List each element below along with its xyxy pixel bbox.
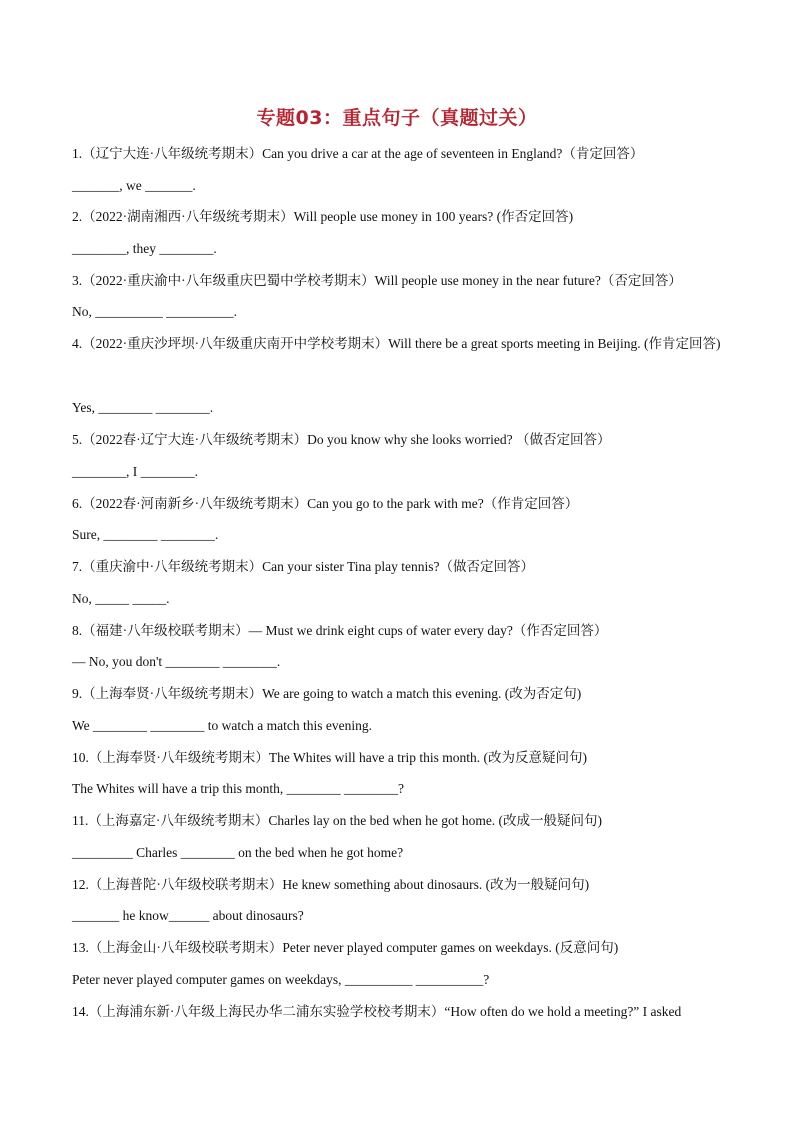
question-14-prompt: 14.（上海浦东新·八年级上海民办华二浦东实验学校校考期末）“How often do we hold a meeting?” I asked	[72, 1004, 682, 1019]
question-4-prompt: 4.（2022·重庆沙坪坝·八年级重庆南开中学校考期末）Will there be a great sports meeting in Beijing. (作肯定回答)	[72, 336, 721, 351]
question-2-answer: ________, they ________.	[72, 241, 217, 256]
question-7-answer: No, _____ _____.	[72, 591, 170, 606]
question-4-answer: Yes, ________ ________.	[72, 400, 214, 415]
question-13-answer: Peter never played computer games on weekdays, __________ __________?	[72, 972, 490, 987]
question-13-prompt: 13.（上海金山·八年级校联考期末）Peter never played computer games on weekdays. (反意问句)	[72, 940, 619, 955]
question-12-prompt: 12.（上海普陀·八年级校联考期末）He knew something about dinosaurs. (改为一般疑问句)	[72, 877, 590, 892]
question-2-prompt: 2.（2022·湖南湘西·八年级统考期末）Will people use money in 100 years? (作否定回答)	[72, 209, 574, 224]
question-1-answer: _______, we _______.	[72, 178, 196, 193]
question-11-prompt: 11.（上海嘉定·八年级统考期末）Charles lay on the bed when he got home. (改成一般疑问句)	[72, 813, 603, 828]
question-8-answer: — No, you don't ________ ________.	[72, 654, 281, 669]
question-3-prompt: 3.（2022·重庆渝中·八年级重庆巴蜀中学校考期末）Will people use money in the near future?（否定回答）	[72, 273, 682, 288]
question-9-prompt: 9.（上海奉贤·八年级统考期末）We are going to watch a match this evening. (改为否定句)	[72, 686, 582, 701]
question-8-prompt: 8.（福建·八年级校联考期末）— Must we drink eight cups of water every day?（作否定回答）	[72, 623, 608, 638]
question-1-prompt: 1.（辽宁大连·八年级统考期末）Can you drive a car at the age of seventeen in England?（肯定回答）	[72, 146, 644, 161]
question-12-answer: _______ he know______ about dinosaurs?	[72, 908, 304, 923]
question-11-answer: _________ Charles ________ on the bed when he got home?	[72, 845, 404, 860]
question-5-prompt: 5.（2022春·辽宁大连·八年级统考期末）Do you know why she looks worried? （做否定回答）	[72, 432, 611, 447]
question-3-answer: No, __________ __________.	[72, 304, 237, 319]
question-9-answer: We ________ ________ to watch a match this evening.	[72, 718, 372, 733]
question-6-answer: Sure, ________ ________.	[72, 527, 219, 542]
page-title: 专题03：重点句子（真题过关）	[256, 107, 538, 129]
question-10-answer: The Whites will have a trip this month, ________ ________?	[72, 781, 404, 796]
question-6-prompt: 6.（2022春·河南新乡·八年级统考期末）Can you go to the park with me?（作肯定回答）	[72, 496, 579, 511]
question-7-prompt: 7.（重庆渝中·八年级统考期末）Can your sister Tina play tennis?（做否定回答）	[72, 559, 534, 574]
question-10-prompt: 10.（上海奉贤·八年级统考期末）The Whites will have a trip this month. (改为反意疑问句)	[72, 750, 587, 765]
question-5-answer: ________, I ________.	[72, 464, 198, 479]
